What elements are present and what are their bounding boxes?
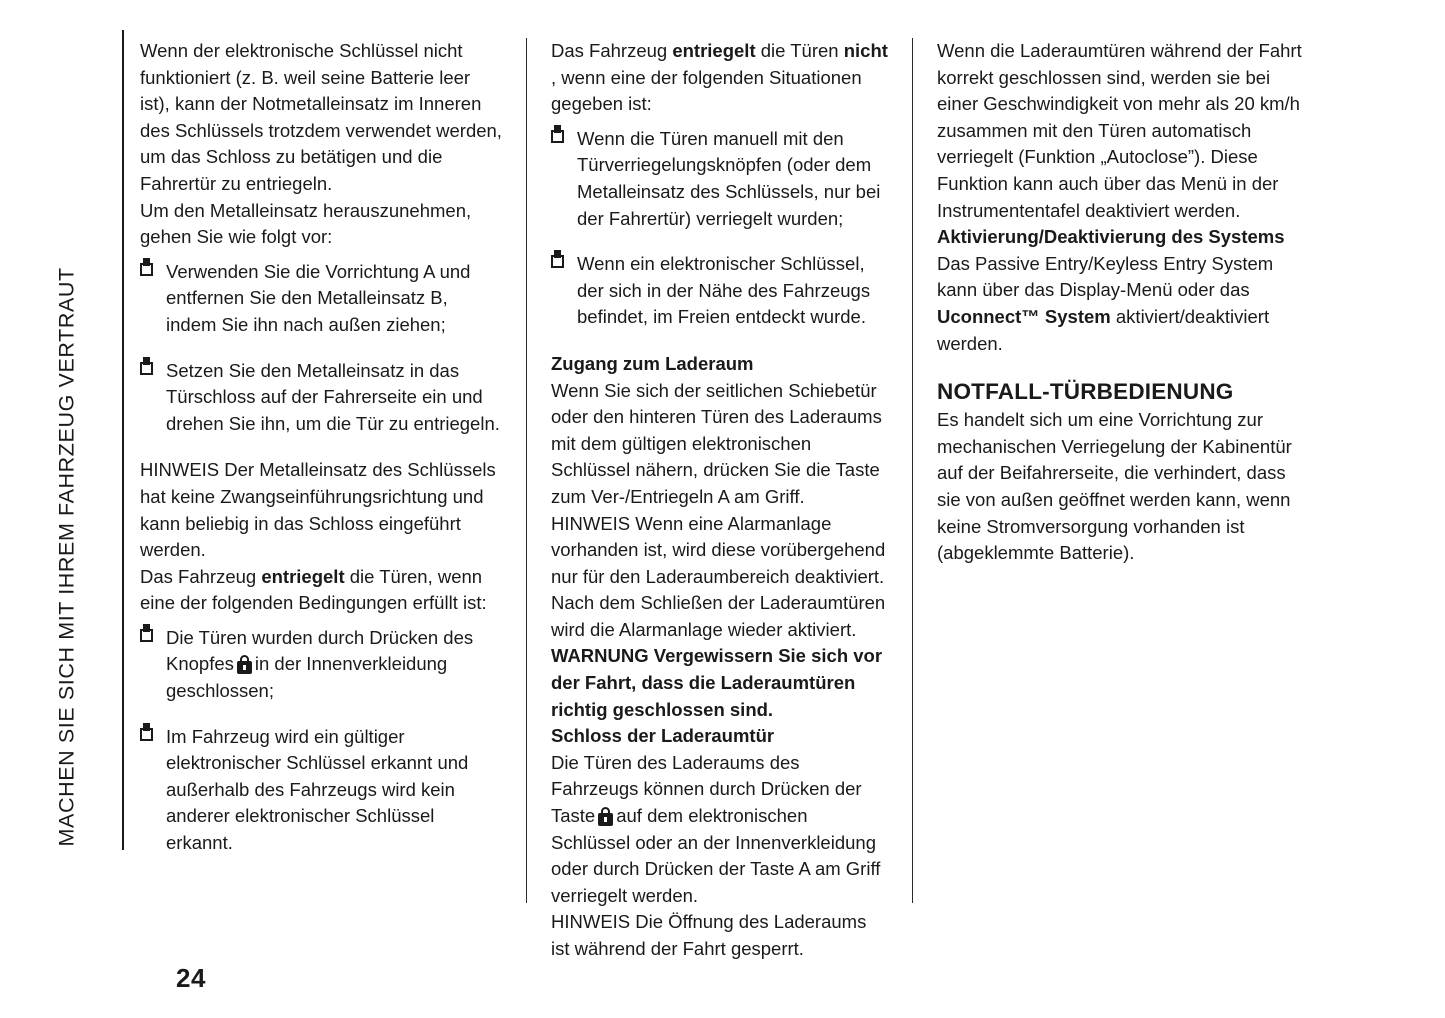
list-item-text: Wenn die Türen manuell mit den Türverriegelungsknöpfen (oder dem Metalleinsatz des Schlüssels, nur bei der Fahrertür) verriegelt wurden; (577, 127, 881, 229)
c3-paragraph-3: Es handelt sich um eine Vorrichtung zur mechanischen Verriegelung der Kabinentür auf der Beifahrerseite, die verhindert, dass sie von außen geöffnet werden kann, wenn keine Stromversorgung vorhanden ist (abgeklemmte Batterie). (937, 409, 1292, 564)
column-1 (140, 38, 520, 903)
c3-paragraph-1: Wenn die Laderaumtüren während der Fahrt korrekt geschlossen sind, werden sie bei einer Geschwindigkeit von mehr als 20 km/h zusammen mit den Türen automatisch verriegelt (Funktion „Autoclose”). Diese Funktion kann auch über das Menü in der Instrumententafel deaktiviert werden. (937, 40, 1302, 221)
c2-bullet-list (551, 126, 888, 331)
list-item-text: Die Türen wurden durch Drücken des Knopfes (166, 626, 474, 675)
c1-paragraph-1: Wenn der elektronische Schlüssel nicht funktioniert (z. B. weil seine Batterie leer ist), kann der Notmetalleinsatz im Inneren des Schlüssels trotzdem verwendet werden, um das Schloss zu betätigen und die Fahrertür zu entriegeln. (140, 40, 502, 194)
c2-note-paragraph: HINWEIS Wenn eine Alarmanlage vorhanden ist, wird diese vorübergehend nur für den Laderaumbereich deaktiviert. Nach dem Schließen der Laderaumtüren wird die Alarmanlage wieder aktiviert. (551, 512, 886, 640)
filled-square-bullet-icon (140, 629, 153, 642)
c2-p1-pre: Das Fahrzeug (551, 40, 673, 61)
filled-square-bullet-icon (551, 255, 564, 268)
c2-p1-bold1: entriegelt (672, 40, 756, 61)
c2-note-paragraph-2: HINWEIS Die Öffnung des Laderaums ist während der Fahrt gesperrt. (551, 911, 867, 959)
c3-paragraph-2 (937, 251, 1312, 357)
c2-warning-paragraph: WARNUNG Vergewissern Sie sich vor der Fahrt, dass die Laderaumtüren richtig geschlossen sind. (551, 645, 883, 720)
running-head-sidebar (54, 30, 124, 850)
c2-paragraph-4 (551, 750, 888, 910)
c3-section-heading-emergency: NOTFALL-TÜRBEDIENUNG (937, 379, 1234, 405)
c1-bullet-list-2 (140, 625, 502, 857)
list-item (551, 126, 888, 232)
c3-p2-pre: Das Passive Entry/Keyless Entry System kann über das Display-Menü oder das (937, 252, 1274, 301)
c1-paragraph-4 (140, 564, 502, 617)
list-item-text-cont: in der Innenverkleidung geschlossen; (166, 653, 448, 702)
filled-square-bullet-icon (140, 728, 153, 741)
list-item (140, 625, 502, 705)
c3-subheading-activation: Aktivierung/Deaktivierung des Systems (937, 226, 1285, 248)
list-item-text: Verwenden Sie die Vorrichtung A und entfernen Sie den Metalleinsatz B, indem Sie ihn nach außen ziehen; (166, 260, 471, 335)
page-columns (140, 38, 1380, 959)
page-number: 24 (176, 963, 206, 993)
filled-square-bullet-icon (140, 263, 153, 276)
list-item-text: Wenn ein elektronischer Schlüssel, der sich in der Nähe des Fahrzeugs befindet, im Freien entdeckt wurde. (577, 253, 871, 328)
list-item (140, 724, 502, 857)
c1-paragraph-2: Um den Metalleinsatz herauszunehmen, gehen Sie wie folgt vor: (140, 199, 472, 248)
column-2 (526, 38, 906, 959)
list-item (551, 251, 888, 331)
c3-p2-post: aktiviert/deaktiviert werden. (937, 305, 1270, 354)
c2-p1-bold2: nicht (843, 40, 888, 61)
list-item-text: Im Fahrzeug wird ein gültiger elektronischer Schlüssel erkannt und außerhalb des Fahrzeugs wird kein anderer elektronischer Schlüssel erkannt. (166, 725, 469, 854)
c2-subheading-cargo-lock: Schloss der Laderaumtür (551, 725, 775, 747)
c1-bullet-list (140, 259, 502, 438)
list-item (140, 259, 502, 339)
lock-icon (237, 655, 252, 674)
filled-square-bullet-icon (551, 130, 564, 143)
list-item-text: Setzen Sie den Metalleinsatz in das Türschloss auf der Fahrerseite ein und drehen Sie ihn, um die Tür zu entriegeln. (166, 359, 500, 434)
column-3 (912, 38, 1312, 903)
c3-p2-bold: Uconnect™ System (937, 305, 1111, 327)
c1-p4-pre: Das Fahrzeug (140, 565, 262, 587)
c2-subheading-cargo-access: Zugang zum Laderaum (551, 352, 754, 374)
c2-paragraph-1 (551, 38, 888, 118)
running-head-text: MACHEN SIE SICH MIT IHREM FAHRZEUG VERTRAUT (54, 266, 79, 846)
list-item (140, 358, 502, 438)
lock-icon (598, 807, 613, 826)
c1-note-paragraph: HINWEIS Der Metalleinsatz des Schlüssels hat keine Zwangseinführungsrichtung und kann beliebig in das Schloss eingeführt werden. (140, 459, 496, 561)
c1-p4-bold: entriegelt (261, 565, 345, 587)
c1-p4-post: die Türen, wenn eine der folgenden Bedingungen erfüllt ist: (140, 565, 487, 614)
c2-paragraph-2: Wenn Sie sich der seitlichen Schiebetür oder den hinteren Türen des Laderaums mit dem gültigen elektronischen Schlüssel nähern, drücken Sie die Taste zum Ver-/Entriegeln A am Griff. (551, 379, 882, 507)
c2-p1-post: , wenn eine der folgenden Situationen gegeben ist: (551, 66, 862, 115)
c2-p4-pre: Die Türen des Laderaums des Fahrzeugs können durch Drücken der Taste (551, 751, 862, 827)
c2-p1-mid: die Türen (755, 40, 844, 61)
filled-square-bullet-icon (140, 362, 153, 375)
c2-p4-post: auf dem elektronischen Schlüssel oder an der Innenverkleidung oder durch Drücken der Taste A am Griff verriegelt werden. (551, 805, 881, 906)
